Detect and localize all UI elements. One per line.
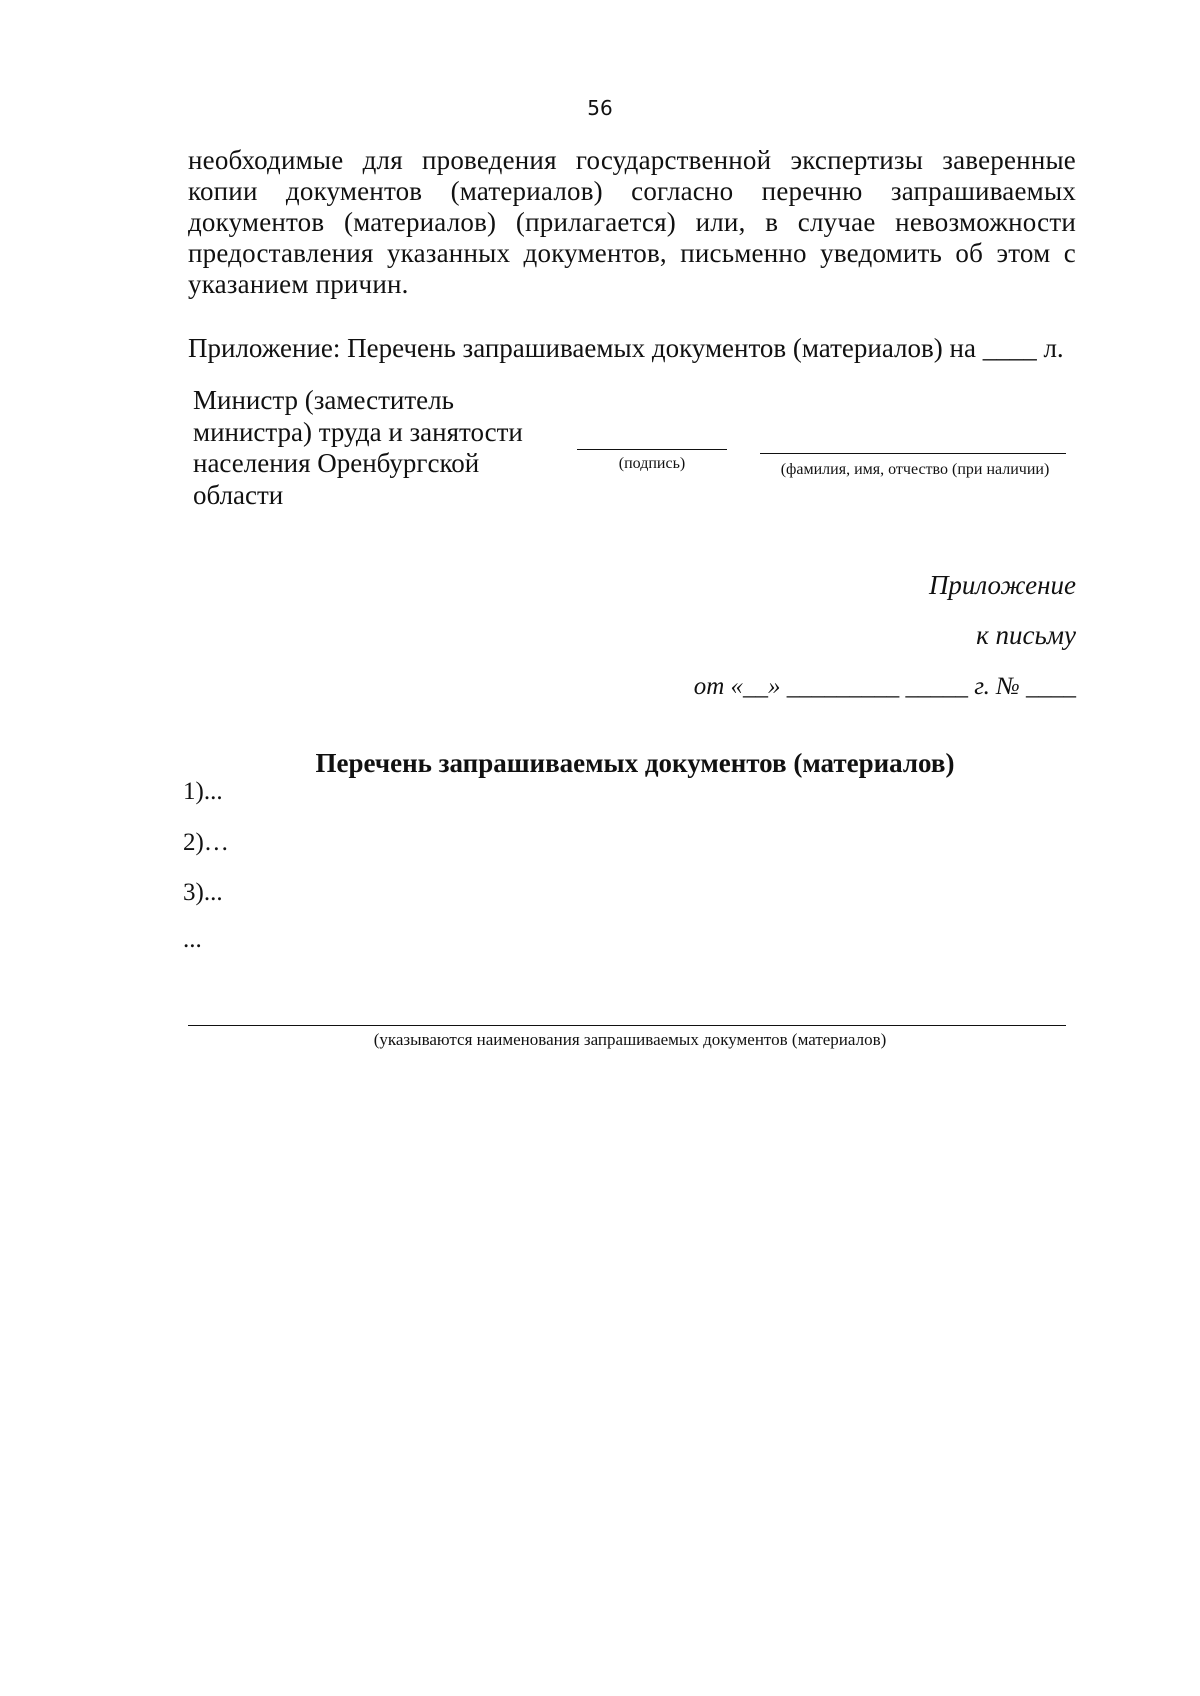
list-item: 1)... [183, 778, 223, 805]
page-number: 56 [587, 96, 613, 120]
signatory-title: Министр (заместитель министра) труда и занятости населения Оренбургской области [193, 385, 523, 510]
signature-label: (подпись) [618, 455, 686, 472]
appendix-date-line: от «__» _________ _____ г. № ____ [693, 673, 1076, 700]
list-item: 2)… [183, 829, 229, 856]
attachment-line: Приложение: Перечень запрашиваемых документов (материалов) на ____ л. [188, 333, 1064, 363]
appendix-to-letter: к письму [976, 620, 1076, 650]
signature-line [577, 449, 727, 450]
list-caption: (указываются наименования запрашиваемых документов (материалов) [373, 1030, 887, 1049]
list-title: Перечень запрашиваемых документов (материалов) [315, 748, 955, 778]
list-rule [188, 1025, 1066, 1026]
name-label: (фамилия, имя, отчество (при наличии) [780, 461, 1050, 478]
list-item: ... [183, 926, 202, 953]
body-paragraph: необходимые для проведения государственной экспертизы заверенные копии документов (материалов) согласно перечню запрашиваемых документов (материалов) (прилагается) или, в случае невозможности предоставления указанных документов, письменно уведомить об этом с указанием причин. [188, 145, 1076, 299]
list-item: 3)... [183, 879, 223, 906]
appendix-header: Приложение [928, 570, 1076, 600]
name-line [760, 453, 1066, 454]
